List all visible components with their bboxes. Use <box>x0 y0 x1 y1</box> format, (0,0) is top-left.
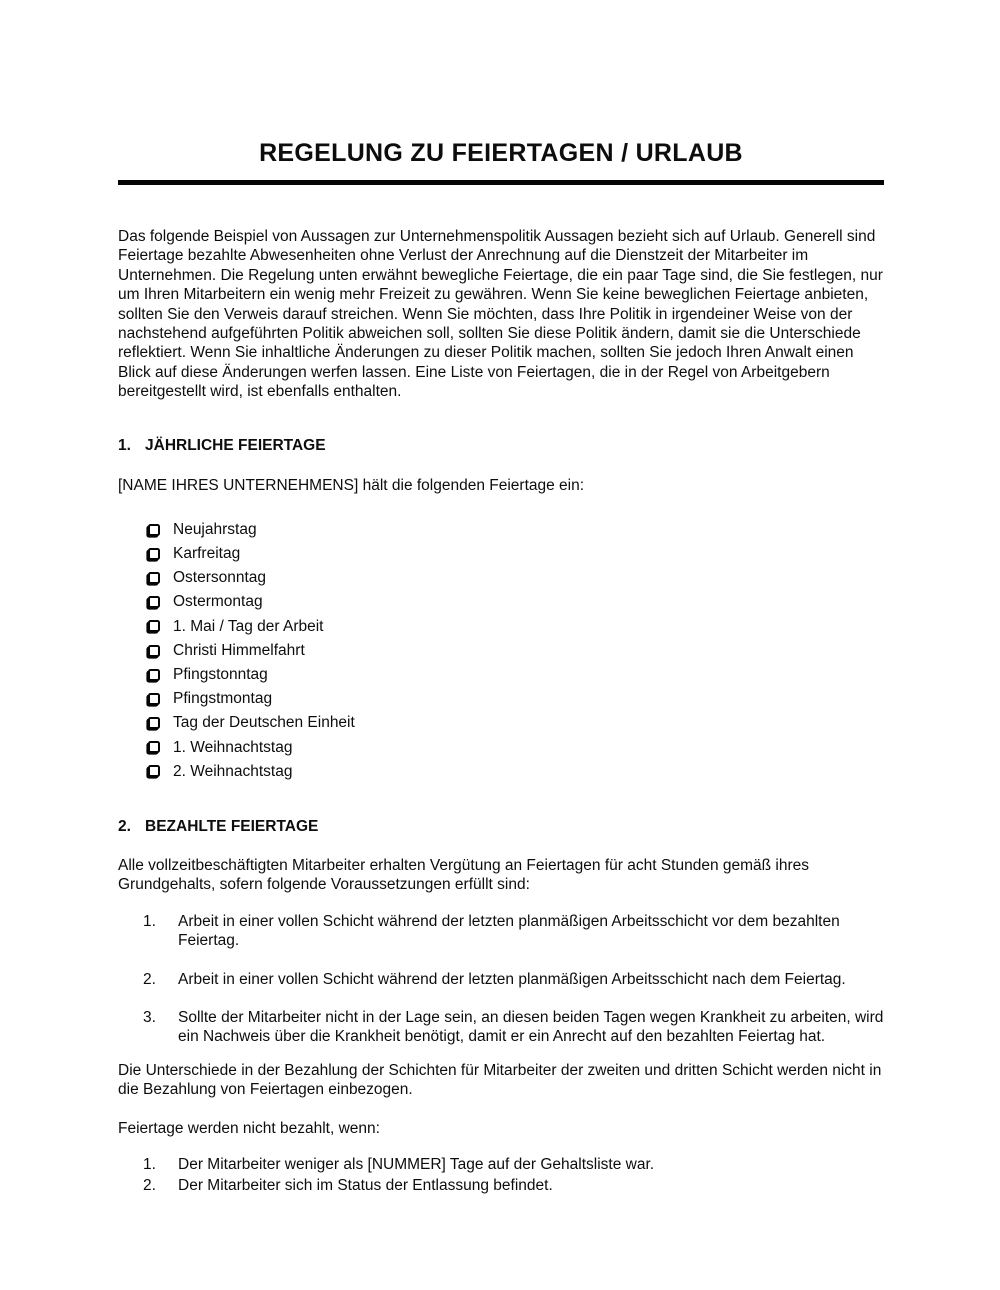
section-2-number: 2. <box>118 817 131 835</box>
holiday-item <box>118 687 884 711</box>
holiday-item <box>118 663 884 687</box>
section-1-title: JÄHRLICHE FEIERTAGE <box>145 436 326 454</box>
holiday-item <box>118 517 884 541</box>
condition-number: 3. <box>143 1008 156 1026</box>
checkbox-icon[interactable] <box>148 645 160 657</box>
checkbox-icon[interactable] <box>148 620 160 632</box>
holiday-item <box>118 590 884 614</box>
unpaid-item <box>143 1176 884 1195</box>
checkbox-icon[interactable] <box>148 548 160 560</box>
holiday-label: Neujahrstag <box>173 520 257 538</box>
intro-paragraph: Das folgende Beispiel von Aussagen zur Unternehmenspolitik Aussagen bezieht sich auf Urlaub. Generell sind Feiertage bezahlte Abwesenheiten ohne Verlust der Anrechnung auf die Dienstzeit der Mitarbeiter im Unternehmen. Die Regelung unten erwähnt bewegliche Feiertage, die ein paar Tage sind, die Sie festlegen, nur um Ihren Mitarbeitern ein wenig mehr Freizeit zu gewähren. Wenn Sie keine beweglichen Feiertage anbieten, sollten Sie den Verweis darauf streichen. Wenn Sie möchten, dass Ihre Politik in irgendeiner Weise von der nachstehend aufgeführten Politik abweichen soll, sollten Sie diese Politik ändern, damit sie die Unterschiede reflektiert. Wenn Sie inhaltliche Änderungen zu dieser Politik machen, sollten Sie jedoch Ihren Anwalt einen Blick auf diese Änderungen werfen lassen. Eine Liste von Feiertagen, die in der Regel von Arbeitgebern bereitgestellt wird, ist ebenfalls enthalten. <box>118 228 883 401</box>
company-name-lead: [NAME IHRES UNTERNEHMENS] hält die folgenden Feiertage ein: <box>118 477 585 495</box>
holiday-item <box>118 542 884 566</box>
unpaid-text: Der Mitarbeiter weniger als [NUMMER] Tage auf der Gehaltsliste war. <box>178 1156 655 1173</box>
holiday-label: 2. Weihnachtstag <box>173 762 293 780</box>
unpaid-number: 1. <box>143 1156 156 1173</box>
section-2-heading <box>118 817 884 836</box>
condition-text: Arbeit in einer vollen Schicht während der letzten planmäßigen Arbeitsschicht nach dem Feiertag. <box>178 970 846 988</box>
condition-text: Arbeit in einer vollen Schicht während der letzten planmäßigen Arbeitsschicht vor dem bezahlten Feiertag. <box>178 912 840 950</box>
holiday-label: Pfingstonntag <box>173 665 268 683</box>
holiday-label: Ostermontag <box>173 593 263 611</box>
unpaid-text: Der Mitarbeiter sich im Status der Entlassung befindet. <box>178 1177 553 1194</box>
holiday-label: Ostersonntag <box>173 569 267 587</box>
checkbox-icon[interactable] <box>148 596 160 608</box>
checkbox-icon[interactable] <box>148 765 160 777</box>
holiday-label: Tag der Deutschen Einheit <box>173 714 355 732</box>
checkbox-icon[interactable] <box>148 693 160 705</box>
paid-holidays-lead: Alle vollzeitbeschäftigten Mitarbeiter erhalten Vergütung an Feiertagen für acht Stunden gemäß ihres Grundgehalts, sofern folgende Voraussetzungen erfüllt sind: <box>118 856 810 894</box>
unpaid-lead: Feiertage werden nicht bezahlt, wenn: <box>118 1119 380 1137</box>
checkbox-icon[interactable] <box>148 669 160 681</box>
checkbox-icon[interactable] <box>148 524 160 536</box>
unpaid-item <box>143 1155 884 1174</box>
holiday-label: Christi Himmelfahrt <box>173 641 305 659</box>
unpaid-list <box>118 1155 884 1195</box>
shift-pay-paragraph: Die Unterschiede in der Bezahlung der Schichten für Mitarbeiter der zweiten und dritten Schicht werden nicht in die Bezahlung von Feiertagen einbezogen. <box>118 1061 882 1099</box>
conditions-list <box>118 912 884 1047</box>
condition-item <box>143 1008 884 1047</box>
checkbox-icon[interactable] <box>148 717 160 729</box>
condition-text: Sollte der Mitarbeiter nicht in der Lage sein, an diesen beiden Tagen wegen Krankheit zu arbeiten, wird ein Nachweis über die Krankheit benötigt, damit er ein Anrecht auf den bezahlten Feiertag hat. <box>178 1008 884 1046</box>
holiday-label: 1. Weihnachtstag <box>173 738 293 756</box>
holiday-label: Karfreitag <box>173 545 241 563</box>
checkbox-icon[interactable] <box>148 572 160 584</box>
section-1-number: 1. <box>118 436 131 454</box>
title-divider <box>118 180 884 185</box>
section-2-title: BEZAHLTE FEIERTAGE <box>145 817 319 835</box>
document-content <box>118 0 884 1197</box>
holiday-item <box>118 735 884 759</box>
holiday-item <box>118 711 884 735</box>
holiday-item <box>118 759 884 783</box>
unpaid-number: 2. <box>143 1177 156 1194</box>
section-1-heading <box>118 436 884 455</box>
checkbox-icon[interactable] <box>148 741 160 753</box>
section-annual-holidays <box>118 436 884 784</box>
holiday-checklist <box>118 517 884 783</box>
page-title: REGELUNG ZU FEIERTAGEN / URLAUB <box>259 139 743 167</box>
condition-number: 2. <box>143 970 156 988</box>
section-paid-holidays <box>118 817 884 1196</box>
holiday-item <box>118 638 884 662</box>
holiday-item <box>118 566 884 590</box>
condition-item <box>143 970 884 989</box>
holiday-item <box>118 614 884 638</box>
condition-number: 1. <box>143 912 156 930</box>
holiday-label: 1. Mai / Tag der Arbeit <box>173 617 324 635</box>
condition-item <box>143 912 884 951</box>
holiday-label: Pfingstmontag <box>173 690 273 708</box>
